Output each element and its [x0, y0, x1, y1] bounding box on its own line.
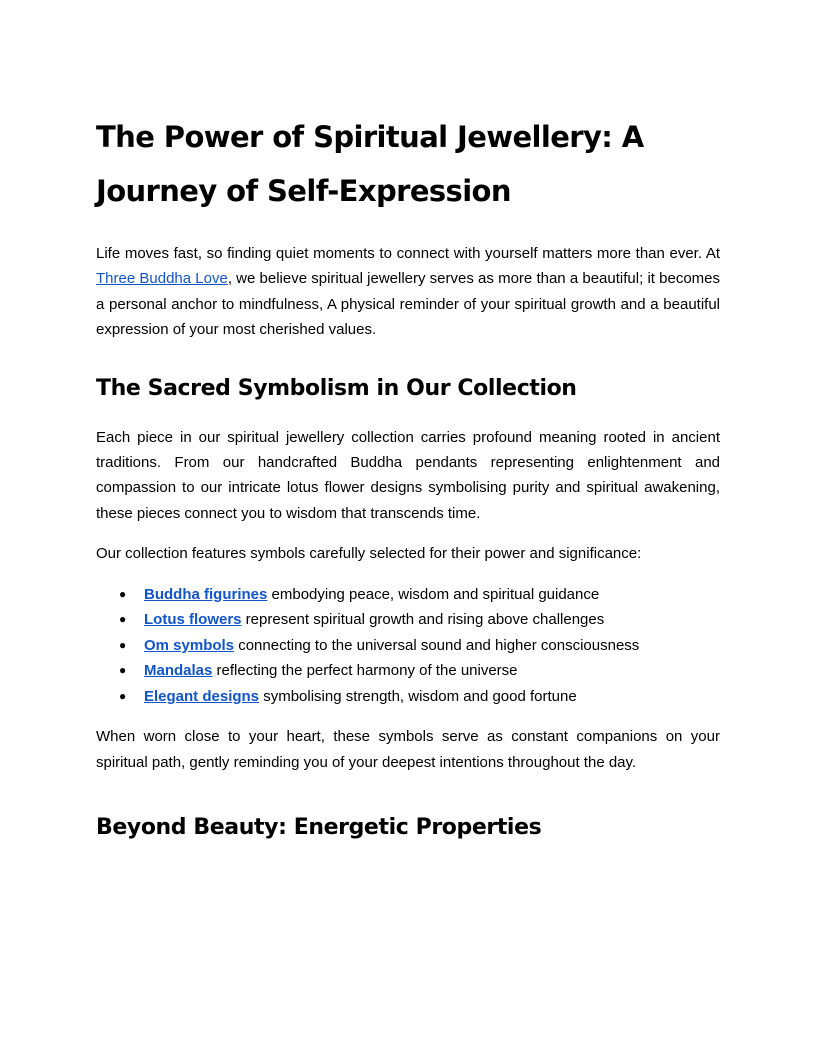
list-item	[96, 633, 720, 659]
intro-paragraph	[96, 241, 720, 343]
bullet-icon: ●	[119, 637, 127, 652]
worn-close-paragraph: When worn close to your heart, these symbols serve as constant companions on your spiritual path, gently reminding you of your deepest intentions throughout the day.	[96, 728, 720, 771]
section-heading-sacred-symbolism: The Sacred Symbolism in Our Collection	[96, 375, 577, 401]
mandalas-link[interactable]: Mandalas	[144, 662, 213, 680]
bullet-icon: ●	[119, 612, 127, 627]
symbols-list	[96, 582, 720, 710]
three-buddha-love-link[interactable]: Three Buddha Love	[96, 270, 228, 288]
lotus-flowers-link[interactable]: Lotus flowers	[144, 611, 242, 629]
buddha-figurines-link[interactable]: Buddha figurines	[144, 585, 268, 603]
list-item-text: connecting to the universal sound and higher consciousness	[234, 636, 640, 654]
document-page	[96, 110, 720, 843]
bullet-icon: ●	[119, 586, 127, 601]
list-item-text: embodying peace, wisdom and spiritual guidance	[267, 585, 600, 603]
intro-text-after: , we believe spiritual jewellery serves as more than a beautiful; it becomes a personal anchor to mindfulness, A physical reminder of your spiritual growth and a beautiful expression of your most cherished values.	[96, 270, 720, 339]
list-item	[96, 607, 720, 633]
list-item-text: represent spiritual growth and rising above challenges	[241, 611, 605, 629]
symbolism-paragraph: Each piece in our spiritual jewellery collection carries profound meaning rooted in ancient traditions. From our handcrafted Buddha pendants representing enlightenment and compassion to our intricate lotus flower designs symbolising purity and spiritual awakening, these pieces connect you to wisdom that transcends time.	[96, 428, 720, 522]
om-symbols-link[interactable]: Om symbols	[144, 636, 235, 654]
elegant-designs-link[interactable]: Elegant designs	[144, 687, 260, 705]
list-item	[96, 658, 720, 684]
intro-text-before: Life moves fast, so finding quiet moments to connect with yourself matters more than ever. At	[96, 245, 720, 262]
bullet-icon: ●	[119, 688, 127, 703]
list-item-text: symbolising strength, wisdom and good fortune	[259, 687, 577, 705]
collection-features-paragraph: Our collection features symbols carefully selected for their power and significance:	[96, 545, 642, 563]
list-item-text: reflecting the perfect harmony of the universe	[212, 662, 518, 680]
page-title: The Power of Spiritual Jewellery: A Journey of Self-Expression	[96, 120, 644, 208]
list-item	[96, 684, 720, 710]
section-heading-beyond-beauty: Beyond Beauty: Energetic Properties	[96, 814, 542, 840]
bullet-icon: ●	[119, 663, 127, 678]
list-item	[96, 582, 720, 608]
